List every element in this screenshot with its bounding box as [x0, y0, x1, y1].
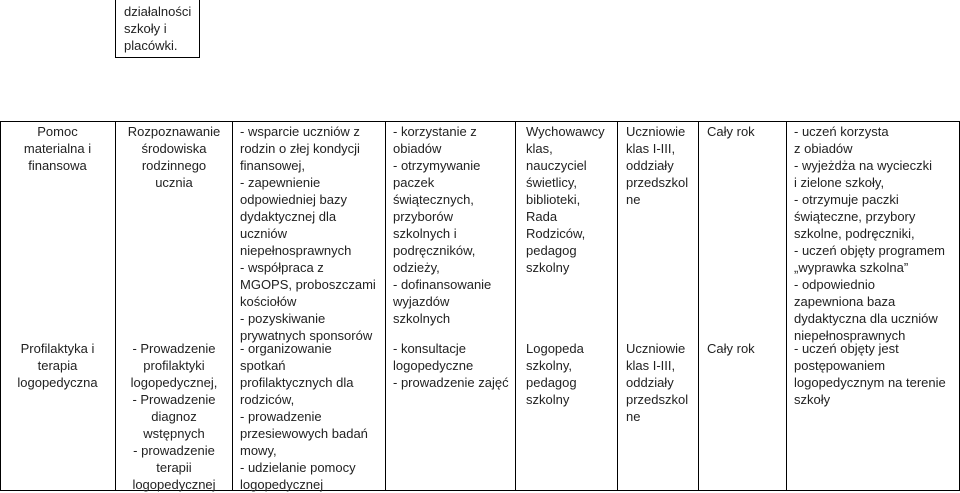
previous-page-text: działalności szkoły i placówki.: [124, 4, 192, 53]
row1-forms: - korzystanie z obiadów - otrzymywanie paczek świątecznych, przyborów szkolnych i podręczników, odzieży, - dofinansowanie wyjazdów szkolnych: [393, 124, 492, 326]
col-border-4: [515, 121, 516, 491]
row2-area: - Prowadzenie profilaktyki logopedycznej, - Prowadzenie diagnoz wstępnych - prowadzenie terapii logopedycznej: [130, 341, 218, 492]
row2-target: Uczniowie klas I-III, oddziały przedszkol ne: [626, 341, 689, 424]
col-border-2: [232, 121, 233, 491]
row1-tasks: - wsparcie uczniów z rodzin o złej kondycji finansowej, - zapewnienie odpowiedniej bazy dydaktycznej dla uczniów niepełnosprawnych - współpraca z MGOPS, proboszczami kościołów - pozyskiwanie prywatnych sponsorów: [240, 124, 376, 343]
row1-when: Cały rok: [707, 124, 755, 139]
table-top-border: [0, 121, 960, 122]
col-border-7: [786, 121, 787, 491]
row2-tasks: - organizowanie spotkań profilaktycznych dla rodziców, - prowadzenie przesiewowych badań mowy, - udzielanie pomocy logopedycznej: [240, 341, 368, 492]
col-border-0: [0, 121, 1, 491]
row1-effects: - uczeń korzysta z obiadów - wyjeżdża na wycieczki i zielone szkoły, - otrzymuje paczki świąteczne, przybory szkolne, podręczniki, - uczeń objęty programem „wyprawka szkolna” - odpowiednio zapewniona baza dydaktyczna dla uczniów niepełnosprawnych: [794, 124, 946, 343]
row2-when: Cały rok: [707, 341, 755, 356]
previous-page-cell: [115, 0, 200, 58]
row1-target: Uczniowie klas I-III, oddziały przedszkol ne: [626, 124, 689, 207]
row1-category: Pomoc materialna i finansowa: [23, 124, 92, 173]
col-border-3: [385, 121, 386, 491]
col-border-5: [617, 121, 618, 491]
row1-responsible: Wychowawcy klas, nauczyciel świetlicy, biblioteki, Rada Rodziców, pedagog szkolny: [526, 124, 605, 275]
row2-effects: - uczeń objęty jest postępowaniem logopedycznym na terenie szkoły: [794, 341, 946, 407]
row2-forms: - konsultacje logopedyczne - prowadzenie zajęć: [393, 341, 509, 390]
row2-category: Profilaktyka i terapia logopedyczna: [17, 341, 98, 390]
col-border-6: [698, 121, 699, 491]
row2-responsible: Logopeda szkolny, pedagog szkolny: [526, 341, 584, 407]
row1-area: Rozpoznawanie środowiska rodzinnego ucznia: [127, 124, 221, 190]
